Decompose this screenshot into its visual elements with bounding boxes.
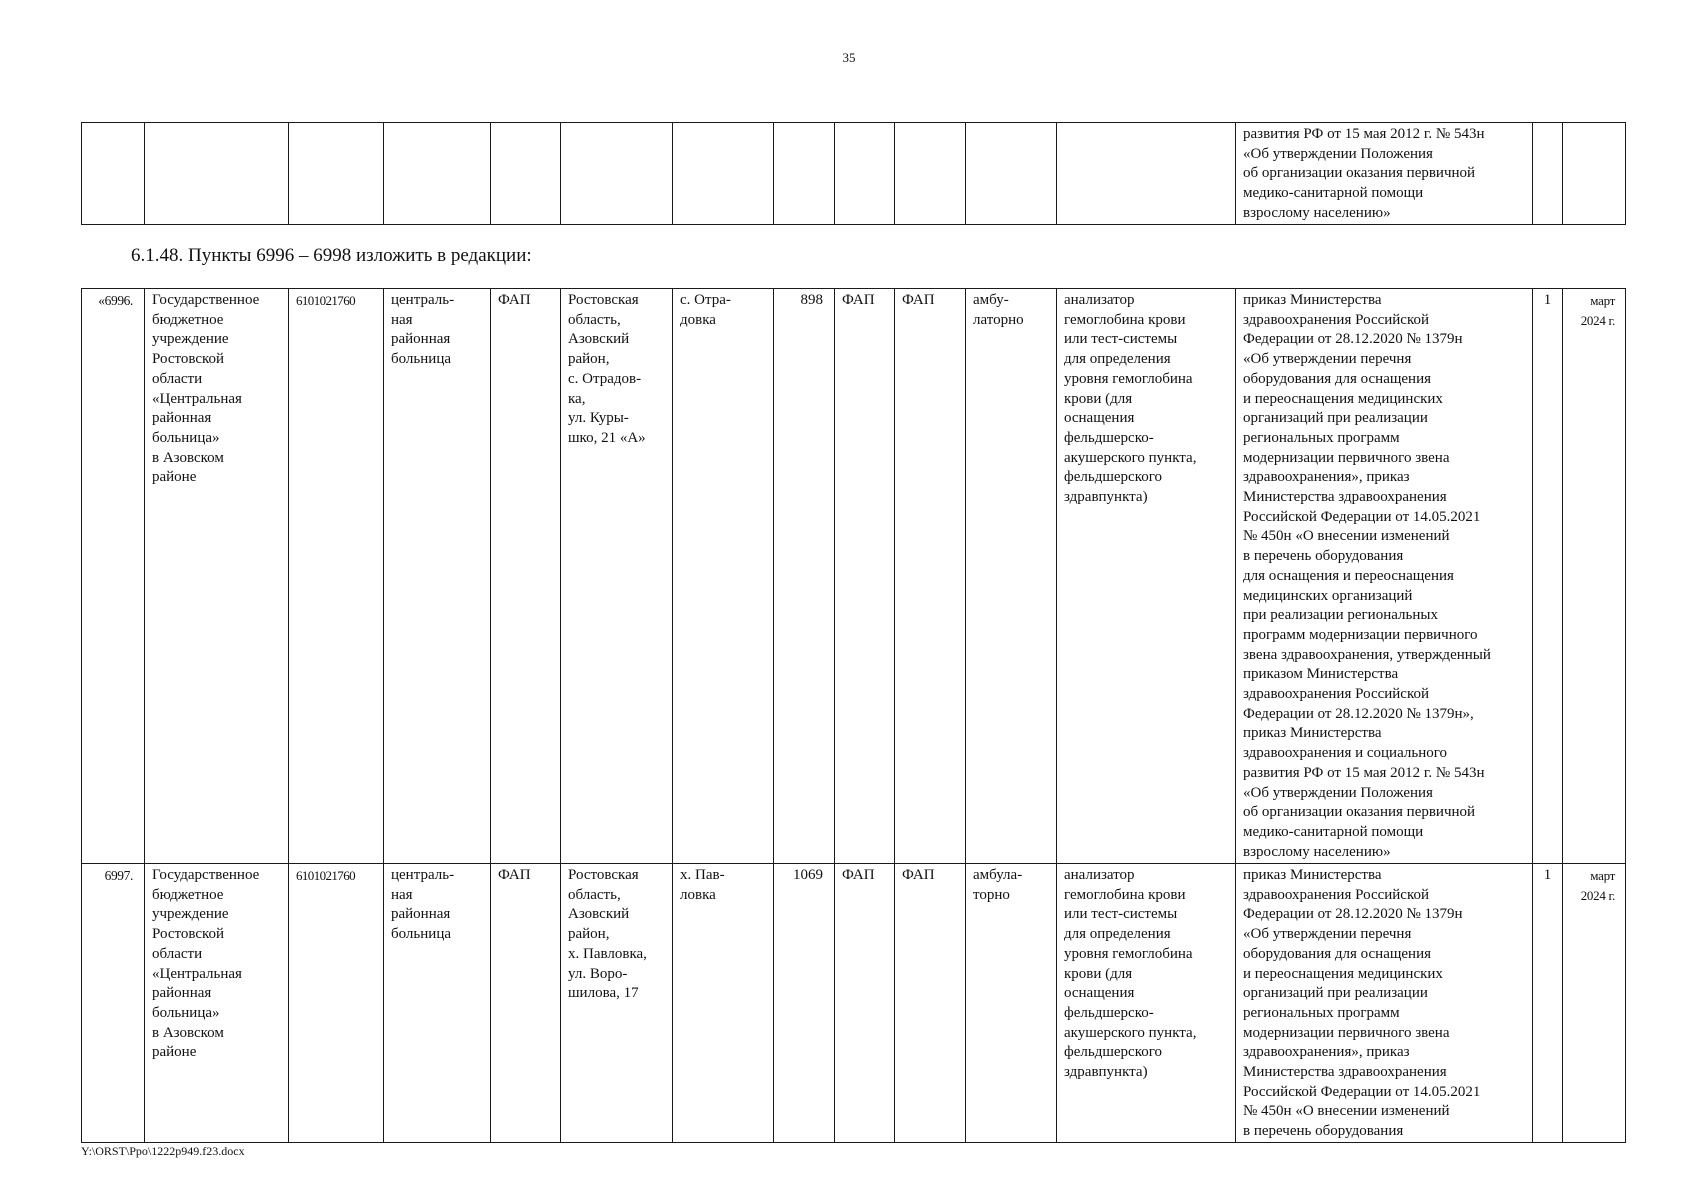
- unit-type-2: ФАП: [835, 289, 895, 864]
- quantity: 1: [1533, 864, 1563, 1143]
- locality: х. Пав- ловка: [673, 864, 774, 1143]
- unit-type-3: ФАП: [895, 289, 966, 864]
- unit-type: ФАП: [491, 864, 561, 1143]
- address: Ростовская область, Азовский район, х. Павловка, ул. Воро- шилова, 17: [561, 864, 673, 1143]
- delivery-date: март 2024 г.: [1563, 864, 1626, 1143]
- regulatory-docs: приказ Министерства здравоохранения Российской Федерации от 28.12.2020 № 1379н «Об утверждении перечня оборудования для оснащения и переоснащения медицинских организаций при реализации региональных программ модернизации первичного звена здравоохранения», приказ Министерства здравоохранения Российской Федерации от 14.05.2021 № 450н «О внесении изменений в перечень оборудования для оснащения и переоснащения медицинских организаций при реализации региональных программ модернизации первичного звена здравоохранения, утвержденный приказом Министерства здравоохранения Российской Федерации от 28.12.2020 № 1379н», приказ Министерства здравоохранения и социального развития РФ от 15 мая 2012 г. № 543н «Об утверждении Положения об организации оказания первичной медико-санитарной помощи взрослому населению»: [1236, 289, 1533, 864]
- unit-type: ФАП: [491, 289, 561, 864]
- address: Ростовская область, Азовский район, с. Отрадов- ка, ул. Куры- шко, 21 «А»: [561, 289, 673, 864]
- institution-type: централь- ная районная больница: [384, 289, 491, 864]
- institution-name: Государственное бюджетное учреждение Ростовской области «Центральная районная больница» в Азовском районе: [145, 289, 289, 864]
- care-condition: амбу- латорно: [966, 289, 1057, 864]
- row-number: «6996.: [82, 289, 145, 864]
- row-number: 6997.: [82, 864, 145, 1143]
- population: 1069: [774, 864, 835, 1143]
- delivery-date: март 2024 г.: [1563, 289, 1626, 864]
- unit-type-2: ФАП: [835, 864, 895, 1143]
- regulatory-docs: приказ Министерства здравоохранения Российской Федерации от 28.12.2020 № 1379н «Об утверждении перечня оборудования для оснащения и переоснащения медицинских организаций при реализации региональных программ модернизации первичного звена здравоохранения», приказ Министерства здравоохранения Российской Федерации от 14.05.2021 № 450н «О внесении изменений в перечень оборудования: [1236, 864, 1533, 1143]
- quantity: 1: [1533, 289, 1563, 864]
- file-path-footer: Y:\ORST\Ppo\1222p949.f23.docx: [81, 1144, 245, 1158]
- equipment: анализатор гемоглобина крови или тест-системы для определения уровня гемоглобина крови (для оснащения фельдшерско- акушерского пункта, фельдшерского здравпункта): [1057, 289, 1236, 864]
- inn-code: 6101021760: [289, 864, 384, 1143]
- continued-table: [81, 122, 1626, 225]
- table-row: [82, 289, 1626, 864]
- unit-type-3: ФАП: [895, 864, 966, 1143]
- institution-name: Государственное бюджетное учреждение Ростовской области «Центральная районная больница» в Азовском районе: [145, 864, 289, 1143]
- continued-row: [82, 123, 1626, 225]
- section-heading: 6.1.48. Пункты 6996 – 6998 изложить в редакции:: [131, 245, 532, 266]
- equipment-table: [81, 288, 1626, 1143]
- population: 898: [774, 289, 835, 864]
- institution-type: централь- ная районная больница: [384, 864, 491, 1143]
- care-condition: амбула- торно: [966, 864, 1057, 1143]
- page-number: 35: [842, 50, 856, 65]
- table-row: [82, 864, 1626, 1143]
- inn-code: 6101021760: [289, 289, 384, 864]
- equipment: анализатор гемоглобина крови или тест-системы для определения уровня гемоглобина крови (для оснащения фельдшерско- акушерского пункта, фельдшерского здравпункта): [1057, 864, 1236, 1143]
- locality: с. Отра- довка: [673, 289, 774, 864]
- regulatory-docs-cell: развития РФ от 15 мая 2012 г. № 543н «Об утверждении Положения об организации оказания первичной медико-санитарной помощи взрослому населению»: [1236, 123, 1533, 225]
